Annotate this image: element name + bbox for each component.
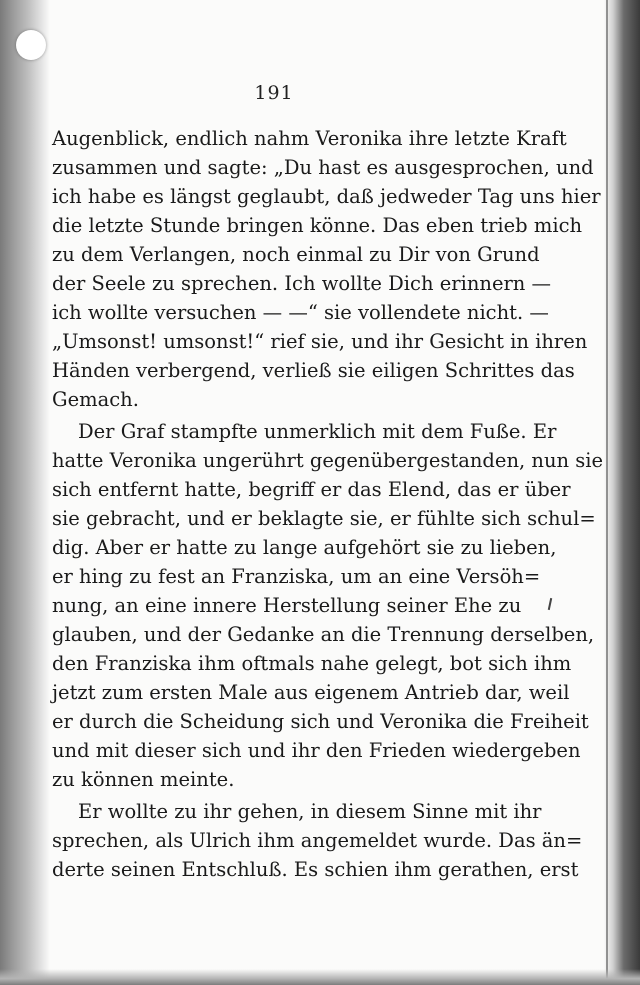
text-line: Gemach. [52,388,139,411]
page-edge-line [606,0,608,985]
text-line: sich entfernt hatte, begriff er das Elend, das er über [52,478,571,501]
page-number: 191 [254,82,294,104]
text-line: zu können meinte. [52,768,235,791]
text-line: die letzte Stunde bringen könne. Das eben trieb mich [52,214,583,237]
text-line: glauben, und der Gedanke an die Trennung derselben, [52,623,595,646]
stray-ink-mark [548,598,552,610]
text-line: ich wollte versuchen — —“ sie vollendete nicht. — [52,301,549,324]
text-line: dig. Aber er hatte zu lange aufgehört sie zu lieben, [52,536,557,559]
text-line: zu dem Verlangen, noch einmal zu Dir von Grund [52,243,540,266]
body-text [52,124,604,884]
punch-hole [16,30,46,60]
scan-left-shadow [0,0,50,985]
text-line: zusammen und sagte: „Du hast es ausgesprochen, und [52,156,594,179]
scan-bottom-shadow [0,969,640,985]
text-line: hatte Veronika ungerührt gegenübergestanden, nun sie [52,449,604,472]
text-line: jetzt zum ersten Male aus eigenem Antrieb dar, weil [52,681,570,704]
text-line: er durch die Scheidung sich und Veronika die Freiheit [52,710,589,733]
text-line: ich habe es längst geglaubt, daß jedweder Tag uns hier [52,185,601,208]
text-line: nung, an eine innere Herstellung seiner Ehe zu [52,594,522,617]
text-line: er hing zu fest an Franziska, um an eine Versöh= [52,565,541,588]
text-line: Er wollte zu ihr gehen, in diesem Sinne mit ihr [78,800,542,823]
text-line: „Umsonst! umsonst!“ rief sie, und ihr Gesicht in ihren [52,330,588,353]
text-line: derte seinen Entschluß. Es schien ihm gerathen, erst [52,858,579,881]
text-line: Augenblick, endlich nahm Veronika ihre letzte Kraft [52,127,567,150]
text-line: Händen verbergend, verließ sie eiligen Schrittes das [52,359,575,382]
text-line: Der Graf stampfte unmerklich mit dem Fuße. Er [78,420,557,443]
text-line: sprechen, als Ulrich ihm angemeldet wurde. Das än= [52,829,583,852]
text-line: und mit dieser sich und ihr den Frieden wiedergeben [52,739,581,762]
text-line: sie gebracht, und er beklagte sie, er fühlte sich schul= [52,507,596,530]
text-line: den Franziska ihm oftmals nahe gelegt, bot sich ihm [52,652,572,675]
scan-right-shadow [604,0,640,985]
text-line: der Seele zu sprechen. Ich wollte Dich erinnern — [52,272,552,295]
